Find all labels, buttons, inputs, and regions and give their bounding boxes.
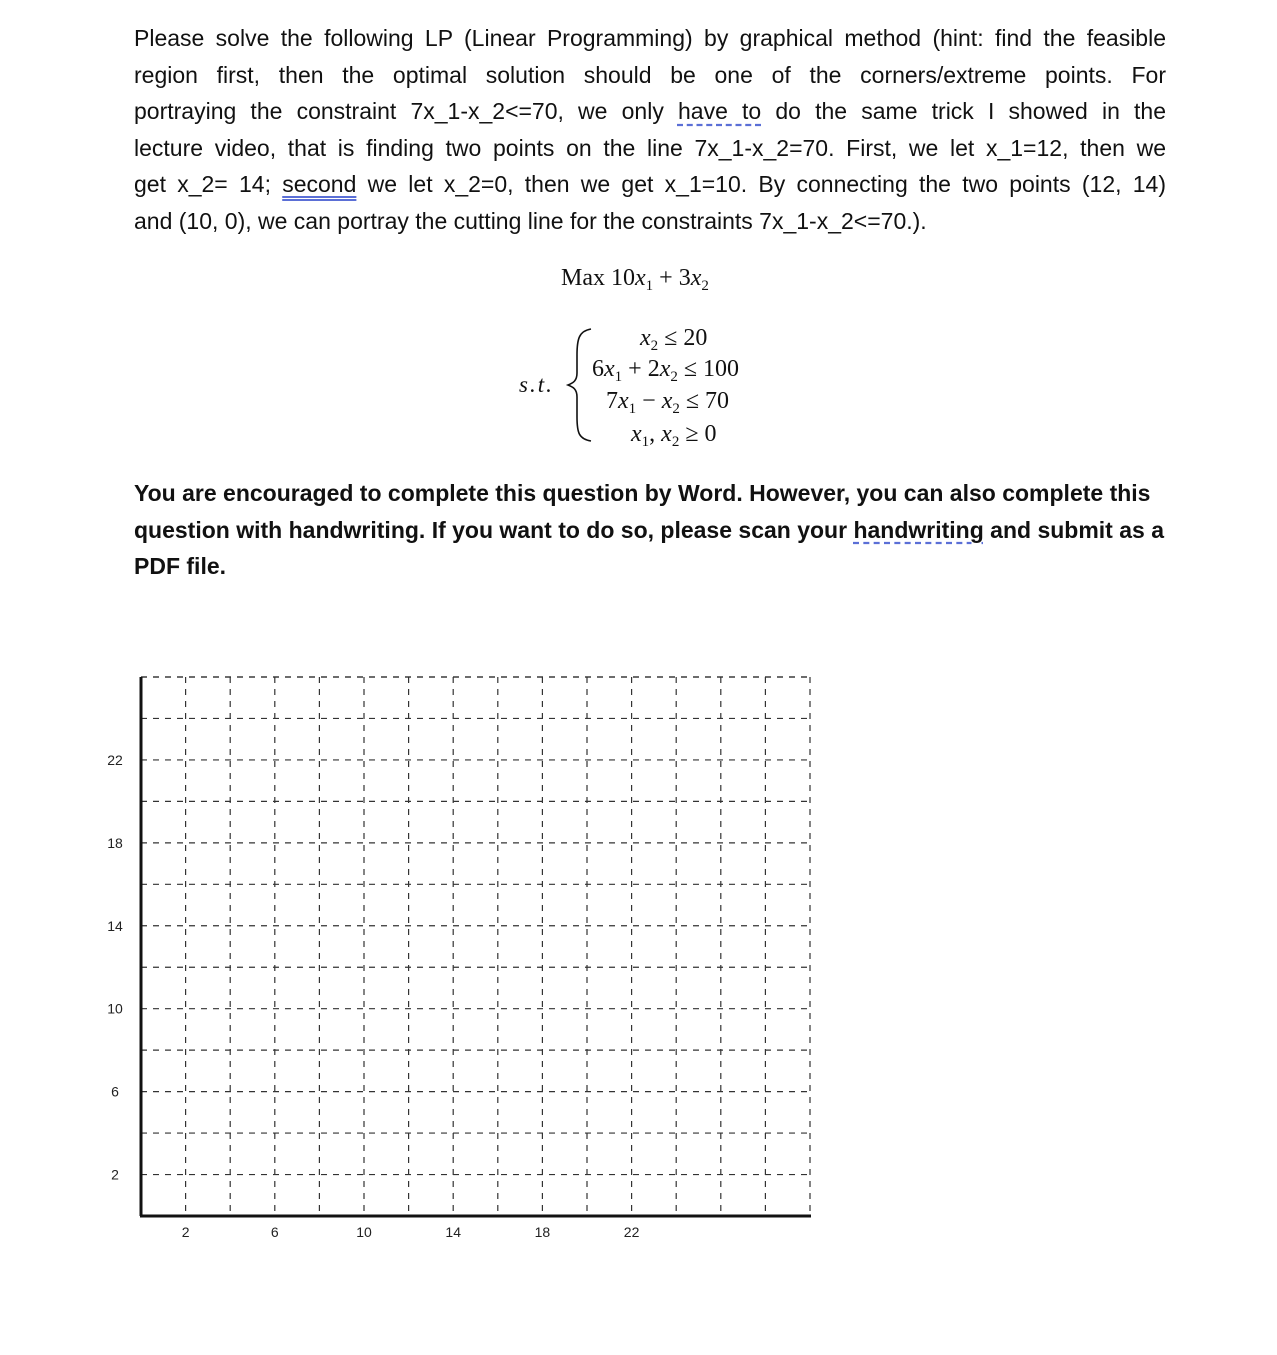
subject-to-label: s.t.	[519, 372, 554, 397]
instructions-line-1: Please solve the following LP (Linear Programming) by graphical method (hint: find the feasible	[134, 25, 1166, 51]
objective-function: Max $10x_1 + 3x_2$	[561, 265, 709, 294]
instructions-line-3-start: portraying the constraint 7x_1-x_2<=70, we only	[134, 98, 678, 124]
constraint-2: $6x_1 + 2x_2 \le 100$	[592, 356, 740, 385]
constraint-4-rhs: 0	[704, 421, 717, 447]
y-tick-label: 2	[111, 1166, 119, 1183]
constraint-4: $x_1$, $x_2 \ge 0$	[631, 421, 717, 450]
constraint-3-rhs: 70	[705, 388, 730, 414]
instructions-line-5-end: we let x_2=0, then we get x_1=10. By connecting the two points (12, 14)	[356, 171, 1166, 197]
grammar-flag-second: second	[282, 171, 357, 197]
instructions-line-4: lecture video, that is finding two points on the line 7x_1-x_2=70. First, we let x_1=12, then we	[134, 134, 1166, 161]
submission-note-line-2-end: and submit as a	[983, 516, 1164, 543]
grammar-flag-handwriting: handwriting	[853, 516, 984, 543]
objective-prefix: Max	[561, 265, 605, 291]
instructions-line-3-end: do the same trick I showed in the	[761, 98, 1166, 124]
y-tick-label: 6	[111, 1083, 119, 1100]
constraint-3-coef-1: 7	[606, 388, 618, 414]
y-tick-label: 14	[107, 917, 123, 934]
grammar-flag-have-to: have to	[677, 98, 762, 124]
objective-coef-2: 3	[678, 265, 691, 291]
constraint-2-rhs: 100	[703, 356, 740, 382]
objective-coef-1: 10	[611, 265, 635, 291]
instructions-line-6: and (10, 0), we can portray the cutting line for the constraints 7x_1-x_2<=70.).	[134, 207, 927, 234]
x-tick-label: 14	[445, 1224, 461, 1240]
instructions-line-5-start: get x_2= 14;	[134, 171, 283, 197]
x-tick-label: 6	[270, 1224, 279, 1240]
constraint-3: $7x_1 - x_2 \le 70$	[606, 388, 730, 417]
x-tick-label: 18	[534, 1224, 551, 1240]
constraint-1-rhs: 20	[683, 325, 708, 351]
y-tick-label: 10	[107, 1000, 123, 1017]
instructions-line-2: region first, then the optimal solution should be one of the corners/extreme points. For	[134, 61, 1166, 88]
constraint-2-coef-1: 6	[592, 356, 604, 382]
x-tick-label: 2	[181, 1224, 190, 1240]
submission-note-line-2-start: question with handwriting. If you want to do so, please scan your	[134, 516, 854, 543]
y-tick-label: 18	[107, 834, 123, 851]
x-tick-label: 22	[623, 1224, 640, 1240]
x-tick-label: 10	[356, 1224, 372, 1240]
constraint-1: $x_2 \le 20$	[640, 325, 708, 354]
submission-note-line-3: PDF file.	[134, 553, 227, 579]
submission-note-line-1: You are encouraged to complete this question by Word. However, you can also complete this	[134, 480, 1151, 506]
constraint-2-coef-2: 2	[647, 356, 660, 382]
y-tick-label: 22	[107, 751, 123, 768]
